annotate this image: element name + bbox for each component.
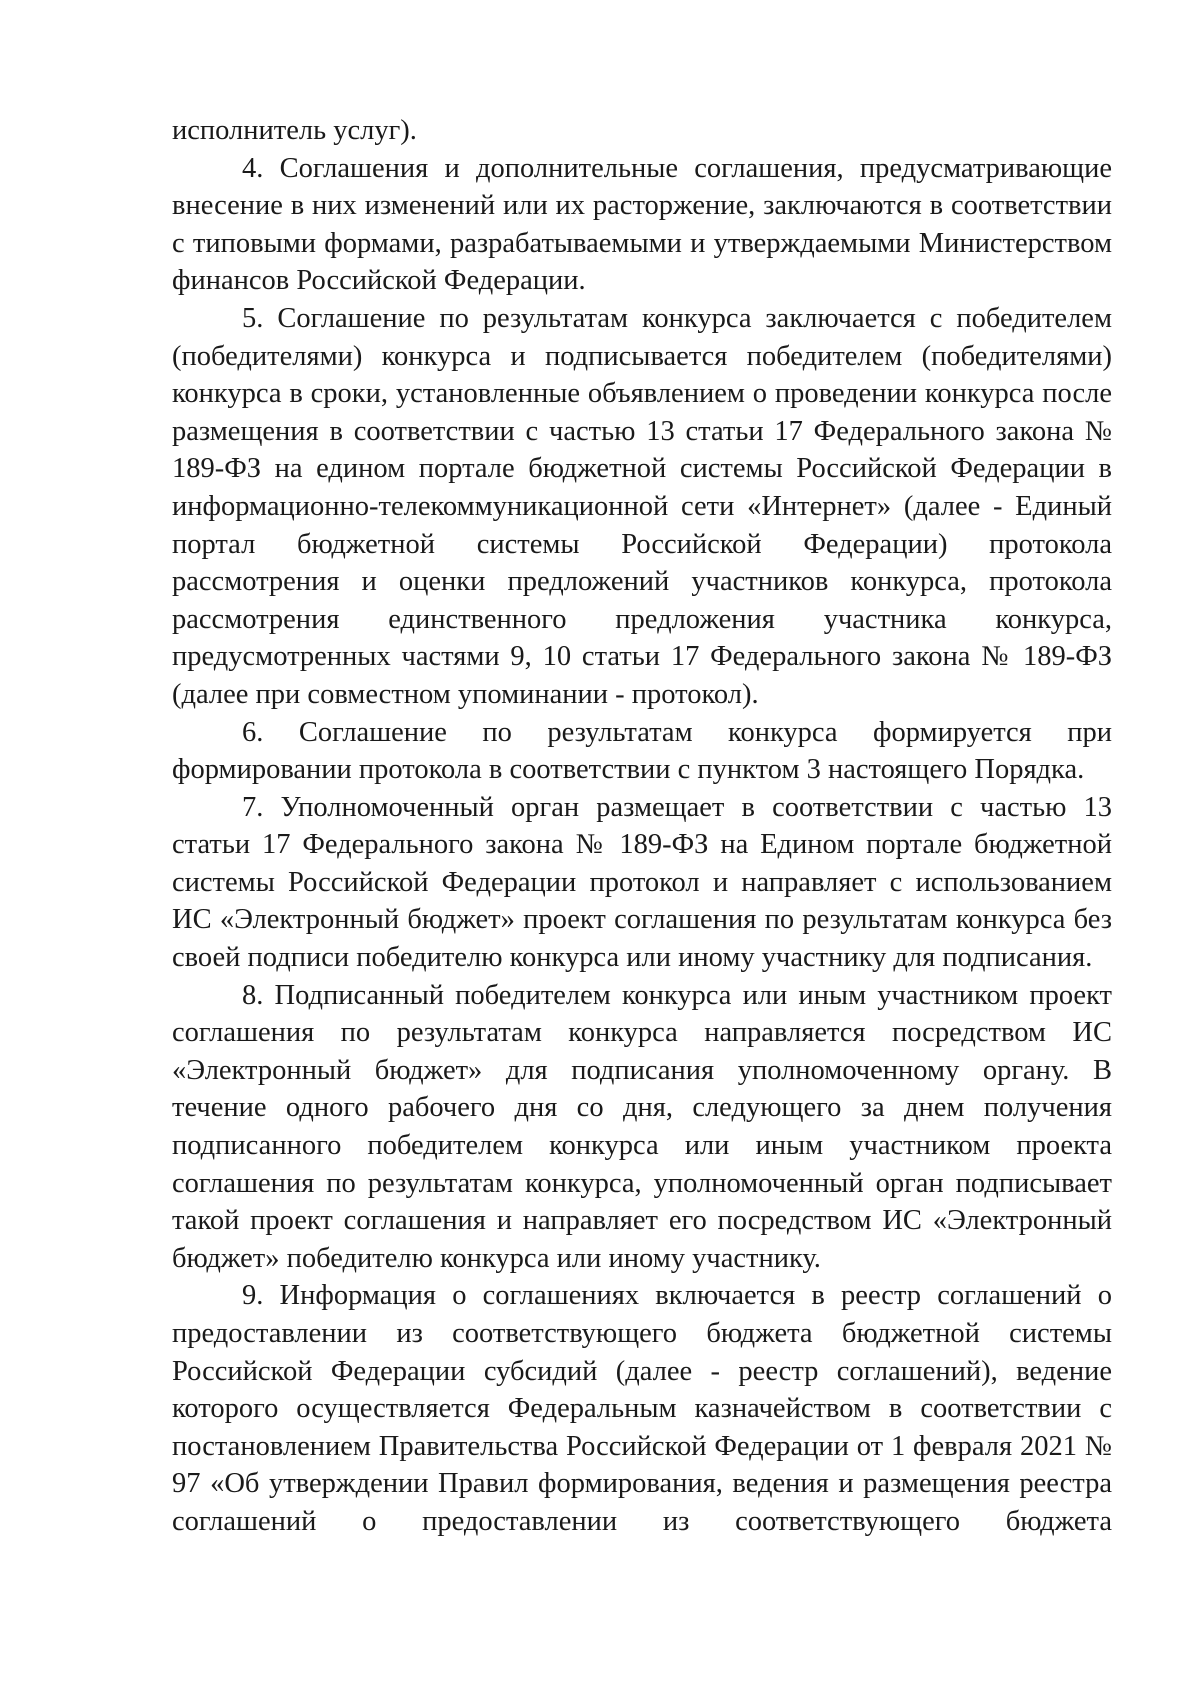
paragraph-4: 4. Соглашения и дополнительные соглашения, предусматривающие внесение в них изменений или их расторжение, заключаются в соответствии с типовыми формами, разрабатываемыми и утверждаемыми Министерством финансов Российской Федерации. bbox=[172, 152, 1112, 297]
paragraph-9: 9. Информация о соглашениях включается в реестр соглашений о предоставлении из соответствующего бюджета бюджетной системы Российской Федерации субсидий (далее - реестр соглашений), ведение которого осуществляется Федеральным казначейством в соответствии с постановлением Правительства Российской Федерации от 1 февраля 2021 № 97 «Об утверждении Правил формирования, ведения и размещения реестра соглашений о предоставлении из соответствующего бюджета bbox=[172, 1280, 1112, 1537]
document-body bbox=[172, 112, 1112, 1541]
paragraph-7: 7. Уполномоченный орган размещает в соответствии с частью 13 статьи 17 Федерального закона № 189-ФЗ на Едином портале бюджетной системы Российской Федерации протокол и направляет с использованием ИС «Электронный бюджет» проект соглашения по результатам конкурса без своей подписи победителю конкурса или иному участнику для подписания. bbox=[172, 791, 1112, 974]
paragraph-8: 8. Подписанный победителем конкурса или иным участником проект соглашения по результатам конкурса направляется посредством ИС «Электронный бюджет» для подписания уполномоченному органу. В течение одного рабочего дня со дня, следующего за днем получения подписанного победителем конкурса или иным участником проекта соглашения по результатам конкурса, уполномоченный орган подписывает такой проект соглашения и направляет его посредством ИС «Электронный бюджет» победителю конкурса или иному участнику. bbox=[172, 979, 1112, 1274]
paragraph-6: 6. Соглашение по результатам конкурса формируется при формировании протокола в соответствии с пунктом 3 настоящего Порядка. bbox=[172, 716, 1112, 786]
paragraph-5: 5. Соглашение по результатам конкурса заключается с победителем (победителями) конкурса и подписывается победителем (победителями) конкурса в сроки, установленные объявлением о проведении конкурса после размещения в соответствии с частью 13 статьи 17 Федерального закона № 189-ФЗ на едином портале бюджетной системы Российской Федерации в информационно-телекоммуникационной сети «Интернет» (далее - Единый портал бюджетной системы Российской Федерации) протокола рассмотрения и оценки предложений участников конкурса, протокола рассмотрения единственного предложения участника конкурса, предусмотренных частями 9, 10 статьи 17 Федерального закона № 189-ФЗ (далее при совместном упоминании - протокол). bbox=[172, 302, 1112, 710]
paragraph-continuation: исполнитель услуг). bbox=[172, 115, 417, 146]
